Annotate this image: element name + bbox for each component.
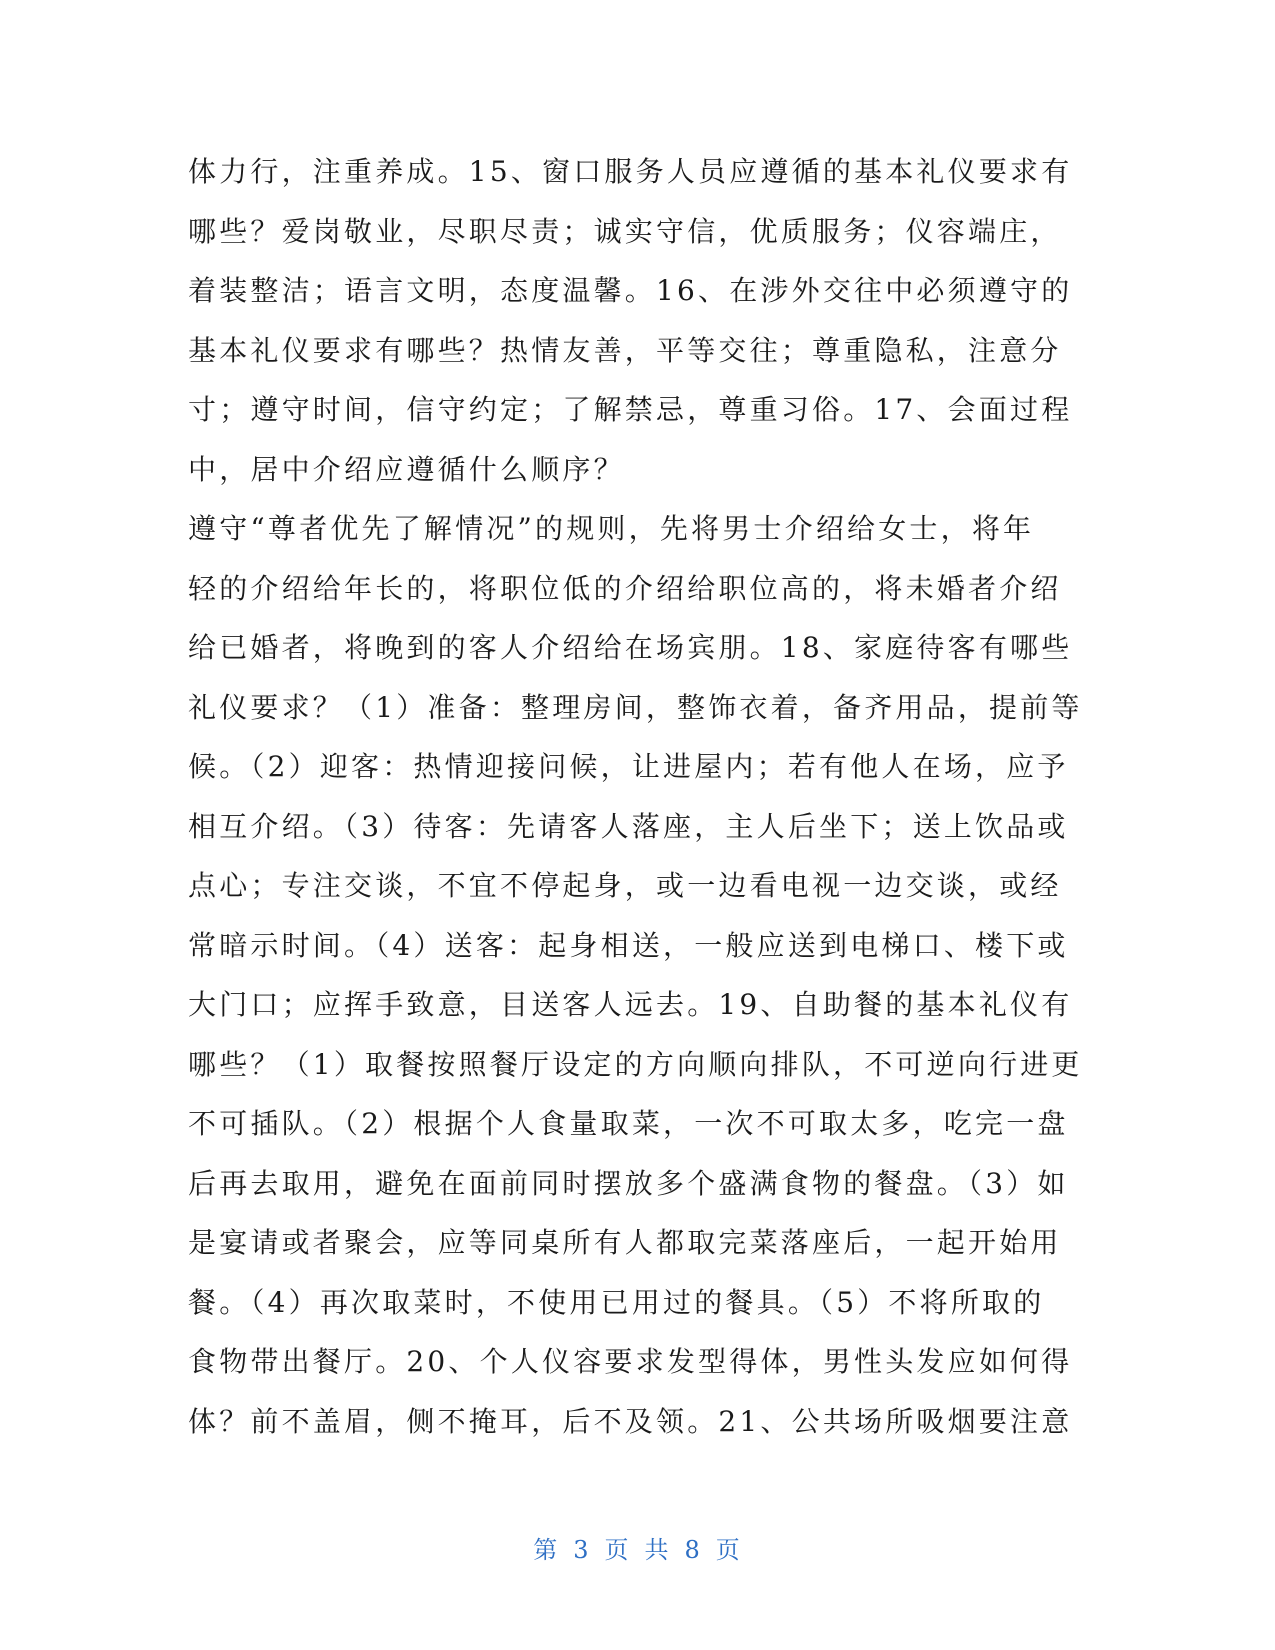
text-line: 遵守“尊者优先了解情况”的规则，先将男士介绍给女士，将年: [188, 512, 1035, 545]
footer-page-word: 页: [604, 1536, 631, 1564]
text-line: 体力行，注重养成。15、窗口服务人员应遵循的基本礼仪要求有: [188, 155, 1073, 188]
text-line: 礼仪要求？（1）准备：整理房间，整饰衣着，备齐用品，提前等: [188, 690, 1083, 724]
text-line: 中，居中介绍应遵循什么顺序？: [188, 452, 625, 486]
text-line: 不可插队。（2）根据个人食量取菜，一次不可取太多，吃完一盘: [188, 1107, 1069, 1140]
page-number-footer: [0, 1530, 1275, 1565]
current-page-number: 3: [573, 1536, 591, 1564]
footer-suffix: 页: [715, 1536, 742, 1564]
text-line: 给已婚者，将晚到的客人介绍给在场宾朋。18、家庭待客有哪些: [188, 631, 1073, 664]
text-line: 食物带出餐厅。20、个人仪容要求发型得体，男性头发应如何得: [188, 1345, 1073, 1378]
text-line: 点心；专注交谈，不宜不停起身，或一边看电视一边交谈，或经: [188, 869, 1062, 902]
text-line: 着装整洁；语言文明，态度温馨。16、在涉外交往中必须遵守的: [188, 274, 1073, 307]
footer-total-word: 共: [644, 1536, 671, 1564]
text-line: 寸；遵守时间，信守约定；了解禁忌，尊重习俗。17、会面过程: [188, 393, 1073, 426]
text-line: 是宴请或者聚会，应等同桌所有人都取完菜落座后，一起开始用: [188, 1226, 1062, 1259]
text-line: 候。（2）迎客：热情迎接问候，让进屋内；若有他人在场，应予: [188, 750, 1069, 783]
text-line: 基本礼仪要求有哪些？热情友善，平等交往；尊重隐私，注意分: [188, 333, 1062, 367]
text-line: 餐。（4）再次取菜时，不使用已用过的餐具。（5）不将所取的: [188, 1285, 1045, 1319]
text-line: 大门口；应挥手致意，目送客人远去。19、自助餐的基本礼仪有: [188, 988, 1073, 1021]
text-line: 常暗示时间。（4）送客：起身相送，一般应送到电梯口、楼下或: [188, 928, 1069, 962]
text-line: 后再去取用，避免在面前同时摆放多个盛满食物的餐盘。（3）如: [188, 1166, 1069, 1200]
text-line: 轻的介绍给年长的，将职位低的介绍给职位高的，将未婚者介绍: [188, 571, 1062, 605]
document-body: [188, 142, 1088, 1451]
footer-prefix: 第: [533, 1536, 560, 1564]
text-line: 哪些？爱岗敬业，尽职尽责；诚实守信，优质服务；仪容端庄，: [188, 214, 1062, 248]
text-line: 体？前不盖眉，侧不掩耳，后不及领。21、公共场所吸烟要注意: [188, 1404, 1073, 1438]
text-line: 相互介绍。（3）待客：先请客人落座，主人后坐下；送上饮品或: [188, 809, 1069, 843]
text-line: 哪些？（1）取餐按照餐厅设定的方向顺向排队，不可逆向行进更: [188, 1047, 1083, 1081]
total-pages-number: 8: [684, 1536, 702, 1564]
